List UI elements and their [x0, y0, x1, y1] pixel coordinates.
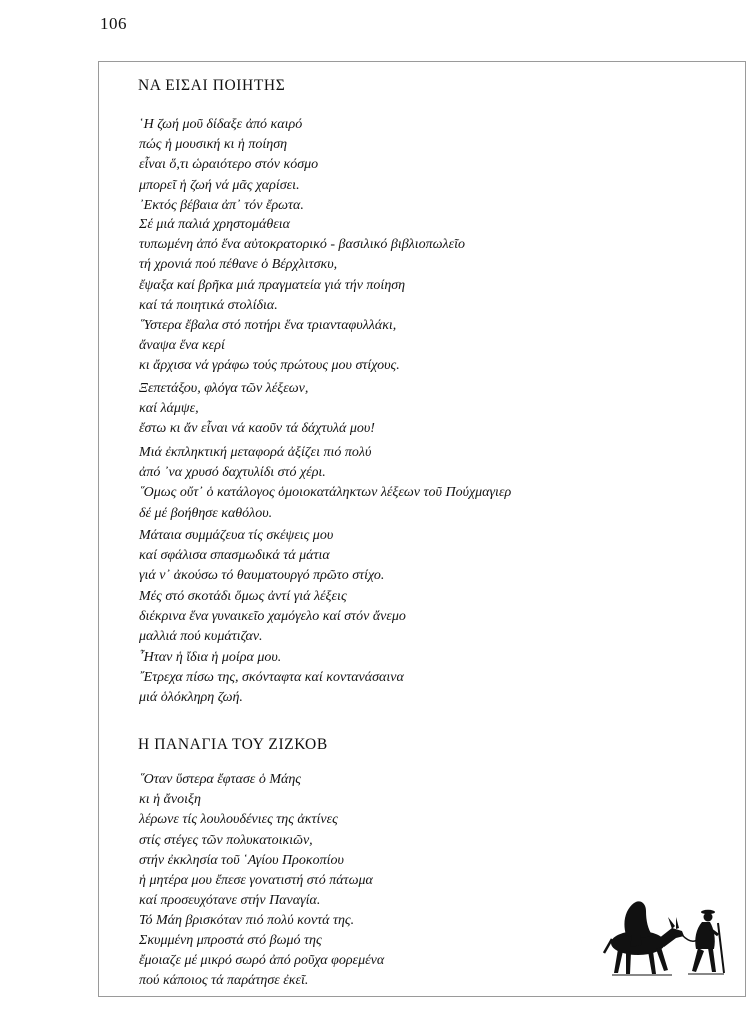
verse-line: ἔψαξα καί βρῆκα μιά πραγματεία γιά τήν ποίηση	[139, 277, 406, 293]
verse-line: Μιά ἐκπληκτική μεταφορά ἀξίζει πιό πολύ	[139, 445, 372, 460]
verse-line: ἀπό ᾿να χρυσό δαχτυλίδι στό χέρι.	[139, 465, 326, 481]
verse-line: καί προσευχότανε στήν Παναγία.	[139, 893, 321, 909]
flight-into-egypt-silhouette-icon	[592, 895, 732, 980]
stanza	[139, 115, 318, 216]
verse-line: ᾿Εκτός βέβαια ἀπ᾿ τόν ἔρωτα.	[139, 197, 304, 213]
verse-line: καί σφάλισα σπασμωδικά τά μάτια	[139, 548, 330, 564]
verse-line: μαλλιά πού κυμάτιζαν.	[139, 628, 263, 644]
poem-title: Η ΠΑΝΑΓΙΑ ΤΟΥ ΖΙΖΚΟΒ	[138, 736, 328, 753]
verse-line: Μές στό σκοτάδι ὅμως ἀντί γιά λέξεις	[139, 588, 347, 604]
verse-line: μιά ὁλόκληρη ζωή.	[139, 690, 243, 706]
stanza	[139, 215, 465, 316]
poem-title: ΝΑ ΕΙΣΑΙ ΠΟΙΗΤΗΣ	[138, 77, 286, 94]
stanza	[139, 526, 406, 647]
verse-line: ἔμοιαζε μέ μικρό σωρό ἀπό ροῦχα φορεμένα	[139, 953, 385, 969]
verse-line: ἄναψα ἕνα κερί	[139, 338, 225, 354]
verse-line: τυπωμένη ἀπό ἕνα αὐτοκρατορικό - βασιλικό βιβλιοπωλεῖο	[139, 237, 465, 253]
verse-line: ῞Ομως οὔτ᾿ ὁ κατάλογος ὁμοιοκατάληκτων λέξεων τοῦ Πούχμαγιερ	[139, 485, 512, 501]
verse-line: ἔστω κι ἄν εἶναι νά καοῦν τά δάχτυλά μου!	[139, 421, 375, 437]
verse-line: κι ἡ ἄνοιξη	[139, 792, 201, 808]
verse-line: δέ μέ βοήθησε καθόλου.	[139, 505, 273, 521]
stanza	[139, 931, 384, 992]
verse-line: πώς ἡ μουσική κι ἡ ποίηση	[139, 137, 288, 153]
verse-line: κι ἄρχισα νά γράφω τούς πρώτους μου στίχους.	[139, 358, 400, 374]
verse-line: ῞Οταν ὕστερα ἔφτασε ὁ Μάης	[139, 772, 301, 787]
stanza	[139, 770, 373, 932]
verse-line: ῏Ηταν ἡ ἴδια ἡ μοίρα μου.	[139, 650, 282, 665]
verse-line: Σέ μιά παλιά χρηστομάθεια	[139, 217, 291, 232]
verse-line: καί τά ποιητικά στολίδια.	[139, 297, 278, 313]
stanza	[139, 443, 511, 524]
verse-line: ῎Ετρεχα πίσω της, σκόνταφτα καί κοντανάσαινα	[139, 670, 404, 686]
verse-line: καί λάμψε,	[139, 401, 199, 417]
verse-line: ῞Υστερα ἔβαλα στό ποτήρι ἕνα τριανταφυλλάκι,	[139, 318, 397, 333]
verse-line: γιά ν᾿ ἀκούσω τό θαυματουργό πρῶτο στίχο.	[139, 568, 385, 584]
verse-line: Μάταια συμμάζευα τίς σκέψεις μου	[139, 528, 334, 543]
verse-line: λέρωνε τίς λουλουδένιες της ἀκτίνες	[139, 812, 338, 828]
verse-line: στήν ἐκκλησία τοῦ ῾Αγίου Προκοπίου	[139, 852, 344, 868]
verse-line: Σκυμμένη μπροστά στό βωμό της	[139, 933, 322, 948]
verse-line: μπορεῖ ἡ ζωή νά μᾶς χαρίσει.	[139, 177, 300, 193]
verse-line: εἶναι ὅ,τι ὡραιότερο στόν κόσμο	[139, 157, 319, 173]
verse-line: τή χρονιά πού πέθανε ὁ Βέρχλιτσκυ,	[139, 257, 338, 273]
verse-line: διέκρινα ἕνα γυναικεῖο χαμόγελο καί στόν ἄνεμο	[139, 608, 406, 624]
verse-line: ῾Η ζωή μοῦ δίδαξε ἀπό καιρό	[139, 117, 303, 132]
verse-line: πού κάποιος τά παράτησε ἐκεῖ.	[139, 973, 309, 989]
page-number: 106	[100, 14, 127, 33]
verse-line: ἡ μητέρα μου ἔπεσε γονατιστή στό πάτωμα	[139, 872, 373, 888]
stanza	[139, 316, 400, 377]
verse-line: Τό Μάη βρισκόταν πιό πολύ κοντά της.	[139, 913, 355, 929]
stanza	[139, 379, 375, 440]
verse-line: στίς στέγες τῶν πολυκατοικιῶν,	[139, 832, 313, 848]
verse-line: Ξεπετάξου, φλόγα τῶν λέξεων,	[139, 381, 309, 396]
stanza	[139, 648, 404, 709]
